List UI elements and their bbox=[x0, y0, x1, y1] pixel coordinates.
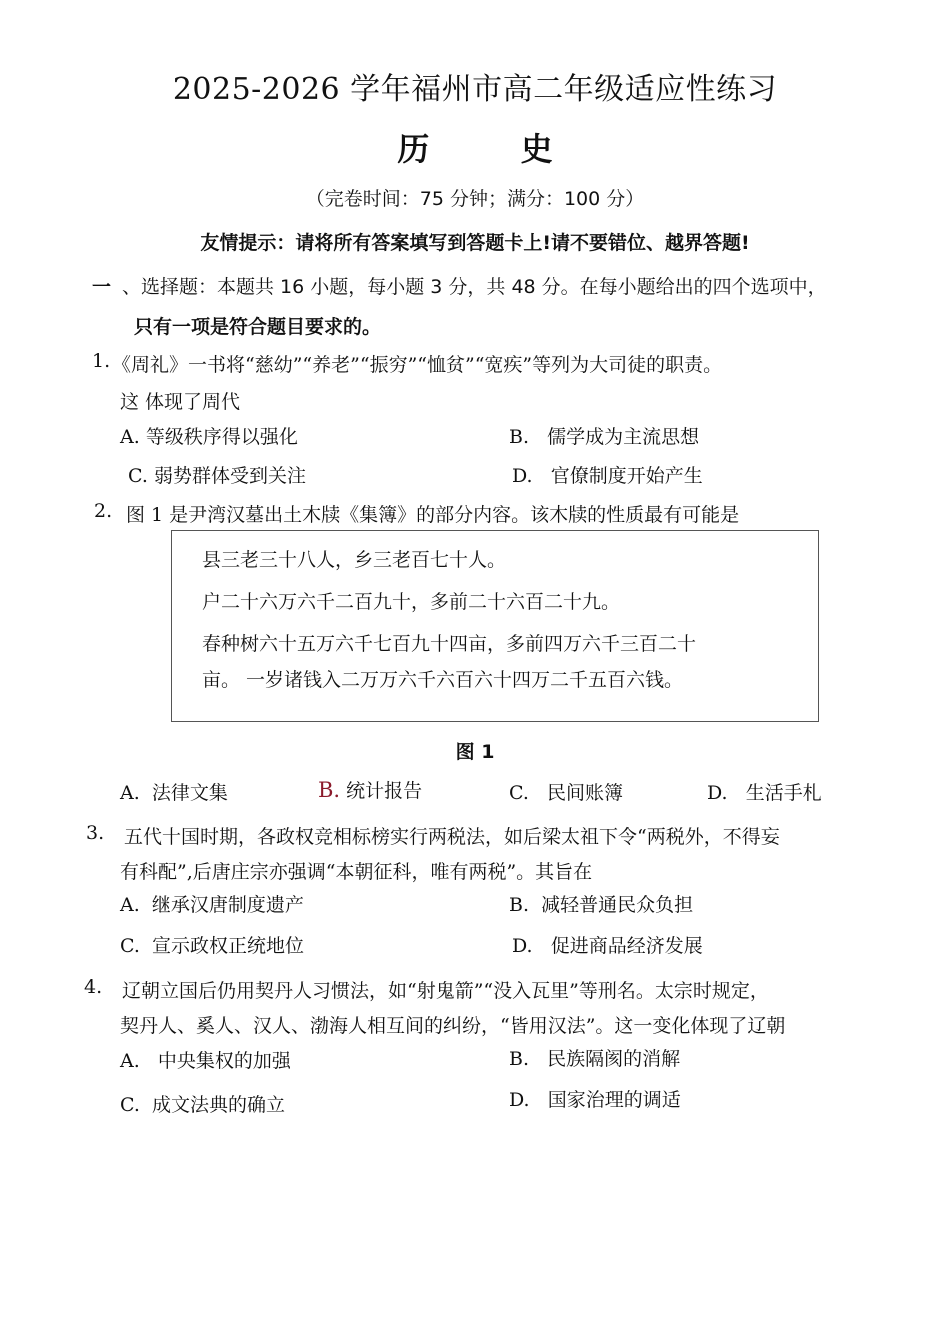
option-text: 法律文集 bbox=[151, 782, 228, 804]
option-label: C. bbox=[509, 782, 529, 804]
option-c[interactable] bbox=[128, 461, 306, 488]
section-number: 一 bbox=[92, 276, 112, 298]
option-d[interactable] bbox=[512, 931, 703, 958]
option-label: B. bbox=[318, 778, 341, 802]
question-stem-line: 五代十国时期，各政权竞相标榜实行两税法，如后梁太祖下令“两税外，不得妄 bbox=[124, 826, 780, 848]
option-label: A. bbox=[120, 894, 140, 916]
option-text: 中央集权的加强 bbox=[157, 1050, 291, 1072]
option-b[interactable] bbox=[318, 776, 422, 803]
option-label: C. bbox=[120, 1094, 140, 1116]
option-b[interactable] bbox=[509, 422, 699, 449]
question-stem-line: 图 1 是尹湾汉墓出土木牍《集簿》的部分内容。该木牍的性质最有可能是 bbox=[126, 504, 740, 526]
question-number: 4. bbox=[84, 976, 103, 998]
figure-box bbox=[171, 530, 819, 722]
question-stem-line: 这 体现了周代 bbox=[120, 391, 241, 413]
option-b[interactable] bbox=[509, 890, 693, 917]
option-text: 官僚制度开始产生 bbox=[550, 465, 703, 487]
option-c[interactable] bbox=[509, 778, 623, 805]
option-text: 继承汉唐制度遗产 bbox=[151, 894, 304, 916]
option-label: C. bbox=[120, 935, 140, 957]
option-text: 促进商品经济发展 bbox=[550, 935, 703, 957]
figure-text-line: 户二十六万六千二百九十，多前二十六百二十九。 bbox=[202, 591, 621, 613]
question-stem-line: 辽朝立国后仍用契丹人习惯法，如“射鬼箭”“没入瓦里”等刑名。太宗时规定， bbox=[122, 980, 769, 1002]
figure-text-line: 亩。 一岁诸钱入二万万六千六百六十四万二千五百六钱。 bbox=[202, 669, 684, 691]
option-text: 国家治理的调适 bbox=[547, 1089, 681, 1111]
option-label: D. bbox=[512, 465, 533, 487]
question-number: 3. bbox=[86, 822, 105, 844]
option-text: 等级秩序得以强化 bbox=[145, 426, 298, 448]
option-d[interactable] bbox=[509, 1085, 681, 1112]
question-stem-line: 契丹人、奚人、汉人、渤海人相互间的纠纷，“皆用汉法”。这一变化体现了辽朝 bbox=[120, 1015, 786, 1037]
section-intro: 、选择题：本题共 16 小题，每小题 3 分，共 48 分。在每小题给出的四个选项中， bbox=[122, 276, 827, 298]
option-c[interactable] bbox=[120, 931, 304, 958]
option-c[interactable] bbox=[120, 1090, 285, 1117]
option-label: D. bbox=[509, 1089, 530, 1111]
option-b[interactable] bbox=[509, 1044, 680, 1071]
option-label: B. bbox=[509, 426, 530, 448]
section-intro-requirement: 只有一项是符合题目要求的。 bbox=[134, 316, 382, 338]
option-a[interactable] bbox=[120, 890, 304, 917]
figure-text-line: 春种树六十五万六千七百九十四亩，多前四万六千三百二十 bbox=[202, 633, 697, 655]
subject-heading: 历 史 bbox=[397, 130, 593, 168]
option-label: A. bbox=[120, 782, 140, 804]
option-a[interactable] bbox=[120, 778, 228, 805]
question-stem-line: 《周礼》一书将“慈幼”“养老”“振穷”“恤贫”“宽疾”等列为大司徒的职责。 bbox=[112, 354, 723, 376]
option-label: B. bbox=[509, 894, 530, 916]
option-text: 民间账簿 bbox=[547, 782, 624, 804]
exam-time-info: （完卷时间：75 分钟；满分：100 分） bbox=[305, 188, 645, 210]
option-label: A. bbox=[120, 426, 140, 448]
option-label: B. bbox=[509, 1048, 530, 1070]
option-text: 统计报告 bbox=[346, 780, 423, 802]
option-text: 成文法典的确立 bbox=[152, 1094, 286, 1116]
question-number: 2. bbox=[94, 500, 113, 522]
figure-caption: 图 1 bbox=[455, 741, 495, 763]
option-label: A. bbox=[120, 1050, 140, 1072]
option-d[interactable] bbox=[707, 778, 822, 805]
option-label: D. bbox=[707, 782, 728, 804]
option-text: 弱势群体受到关注 bbox=[153, 465, 306, 487]
exam-title: 2025-2026 学年福州市高二年级适应性练习 bbox=[172, 72, 778, 107]
friendly-tip: 友情提示：请将所有答案填写到答题卡上!请不要错位、越界答题! bbox=[200, 232, 750, 254]
option-text: 宣示政权正统地位 bbox=[152, 935, 305, 957]
option-label: D. bbox=[512, 935, 533, 957]
option-text: 民族隔阂的消解 bbox=[547, 1048, 681, 1070]
option-label: C. bbox=[128, 465, 148, 487]
question-stem-line: 有科配”,后唐庄宗亦强调“本朝征科，唯有两税”。其旨在 bbox=[120, 861, 593, 883]
option-a[interactable] bbox=[120, 422, 298, 449]
option-text: 儒学成为主流思想 bbox=[547, 426, 700, 448]
option-a[interactable] bbox=[120, 1046, 291, 1073]
option-text: 生活手札 bbox=[745, 782, 822, 804]
question-number: 1. bbox=[92, 350, 111, 372]
option-text: 减轻普通民众负担 bbox=[541, 894, 694, 916]
option-d[interactable] bbox=[512, 461, 703, 488]
figure-text-line: 县三老三十八人，乡三老百七十人。 bbox=[202, 549, 507, 571]
